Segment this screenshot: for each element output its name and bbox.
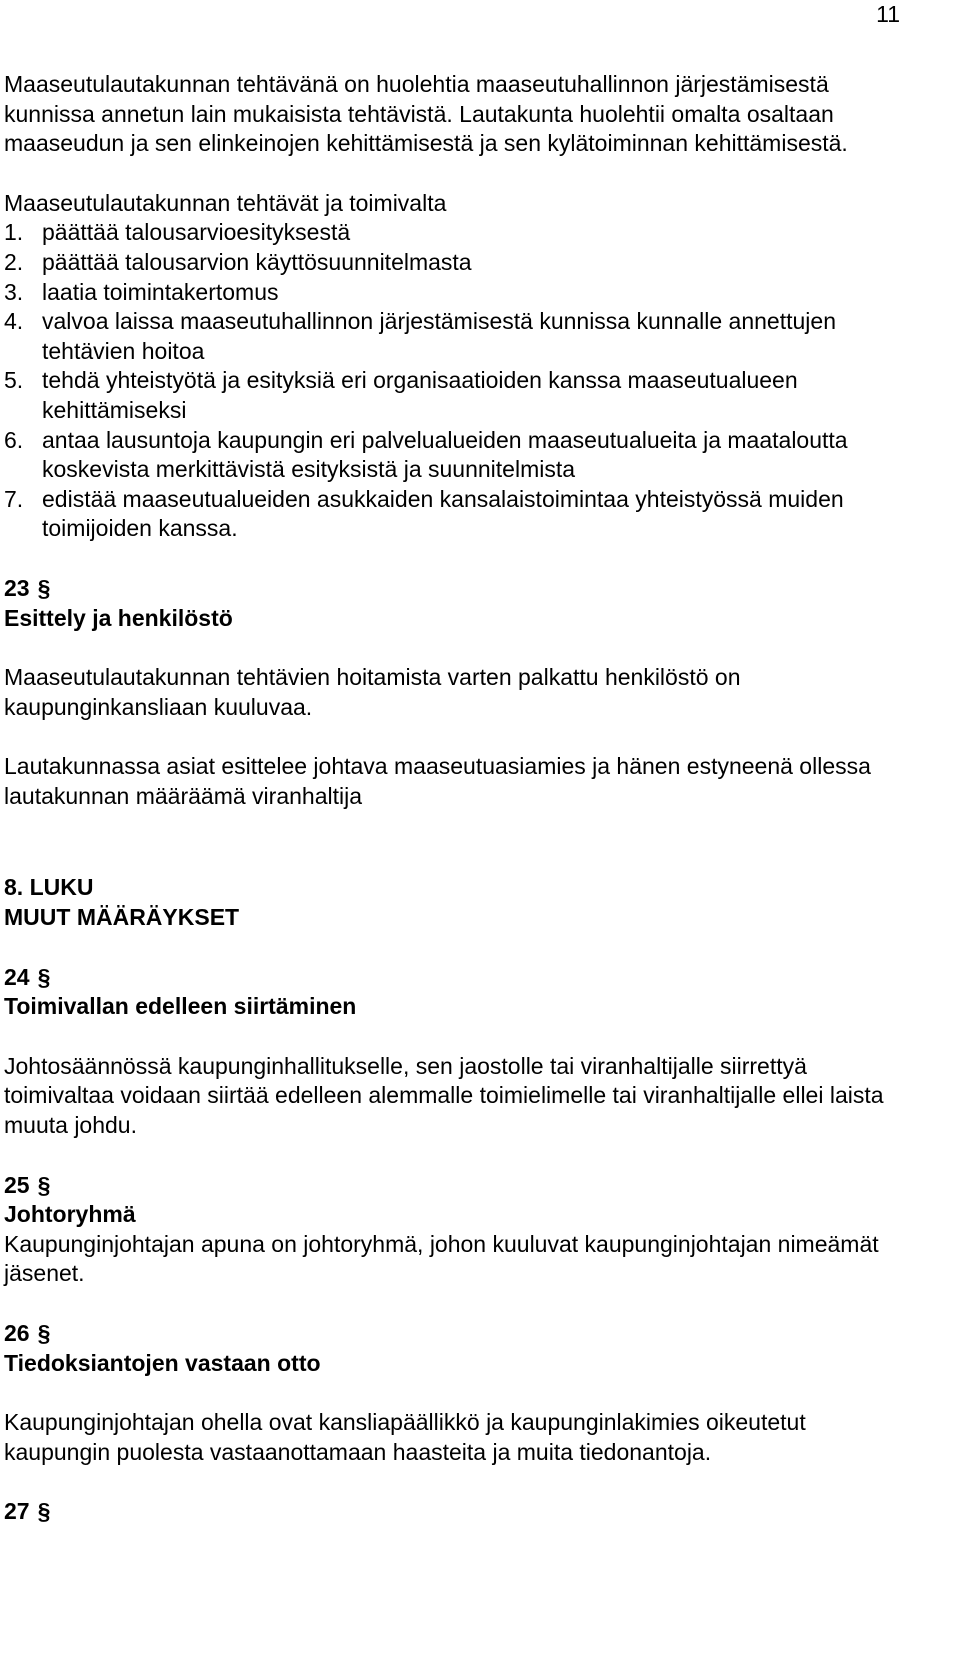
list-item <box>4 485 904 544</box>
list-item <box>4 426 904 485</box>
section-24-number-line <box>4 963 904 993</box>
chapter-number: 8. LUKU <box>4 874 94 901</box>
document-body <box>4 70 904 1527</box>
section-25-number-line <box>4 1171 904 1201</box>
list-item-text: tehdä yhteistyötä ja esityksiä eri organisaatioiden kanssa maaseutualueen kehittämiseksi <box>42 367 798 423</box>
section-25-paragraph-1: Kaupunginjohtajan apuna on johtoryhmä, johon kuuluvat kaupunginjohtajan nimeämät jäsenet. <box>4 1230 879 1287</box>
section-26-number-line <box>4 1319 904 1349</box>
section-sign-icon: § <box>37 1171 51 1198</box>
list-item-number: 5. <box>4 367 24 394</box>
section-sign-icon: § <box>37 963 51 990</box>
duties-list <box>4 218 904 544</box>
section-sign-icon: § <box>37 1498 51 1525</box>
section-24-number: 24 <box>4 963 30 990</box>
list-item <box>4 366 904 425</box>
section-25-title: Johtoryhmä <box>4 1201 136 1228</box>
section-23-title: Esittely ja henkilöstö <box>4 604 233 631</box>
page-number: 11 <box>876 1 900 27</box>
list-item-text: valvoa laissa maaseutuhallinnon järjestämisestä kunnissa kunnalle annettujen tehtävien hoitoa <box>42 308 836 364</box>
section-26-number: 26 <box>4 1320 30 1346</box>
intro-paragraph: Maaseutulautakunnan tehtävänä on huolehtia maaseutuhallinnon järjestämisestä kunnissa annetun lain mukaisista tehtävistä. Lautakunta huolehtii omalta osaltaan maaseudun ja sen elinkeinojen kehittämisestä ja sen kylätoiminnan kehittämisestä. <box>4 71 848 157</box>
list-item <box>4 218 904 248</box>
section-23-number-line <box>4 574 904 604</box>
list-item <box>4 248 904 278</box>
section-26-paragraph-1: Kaupunginjohtajan ohella ovat kansliapäällikkö ja kaupunginlakimies oikeutetut kaupungin puolesta vastaanottamaan haasteita ja muita tiedonantoja. <box>4 1409 806 1465</box>
list-item-text: antaa lausuntoja kaupungin eri palvelualueiden maaseutualueita ja maataloutta koskevista merkittävistä esityksistä ja suunnitelmista <box>42 426 848 483</box>
section-23-number: 23 <box>4 574 30 601</box>
list-item-number: 4. <box>4 308 24 335</box>
list-item-number: 7. <box>4 485 24 512</box>
list-item-text: päättää talousarvioesityksestä <box>42 219 351 246</box>
chapter-title: MUUT MÄÄRÄYKSET <box>4 904 240 931</box>
list-item-text: edistää maaseutualueiden asukkaiden kansalaistoimintaa yhteistyössä muiden toimijoiden kanssa. <box>42 485 844 542</box>
list-item-number: 2. <box>4 248 24 275</box>
section-27-number-line <box>4 1497 904 1527</box>
list-item-text: laatia toimintakertomus <box>42 278 279 305</box>
list-item <box>4 278 904 308</box>
section-24-title: Toimivallan edelleen siirtäminen <box>4 993 357 1020</box>
list-item-number: 6. <box>4 426 24 453</box>
section-23-paragraph-1: Maaseutulautakunnan tehtävien hoitamista varten palkattu henkilöstö on kaupunginkansliaan kuuluvaa. <box>4 664 741 720</box>
section-26-title: Tiedoksiantojen vastaan otto <box>4 1349 321 1376</box>
section-23-paragraph-2: Lautakunnassa asiat esittelee johtava maaseutuasiamies ja hänen estyneenä ollessa lautakunnan määräämä viranhaltija <box>4 753 871 809</box>
duties-title: Maaseutulautakunnan tehtävät ja toimivalta <box>4 189 447 216</box>
list-item-number: 1. <box>4 219 24 246</box>
section-sign-icon: § <box>37 1320 51 1346</box>
section-24-paragraph-1: Johtosäännössä kaupunginhallitukselle, sen jaostolle tai viranhaltijalle siirrettyä toimivaltaa voidaan siirtää edelleen alemmalle toimielimelle tai viranhaltijalle ellei laista muuta johdu. <box>4 1052 884 1139</box>
list-item-text: päättää talousarvion käyttösuunnitelmasta <box>42 248 472 275</box>
section-27-number: 27 <box>4 1498 30 1525</box>
list-item-number: 3. <box>4 278 24 305</box>
list-item <box>4 307 904 366</box>
section-25-number: 25 <box>4 1171 30 1198</box>
section-sign-icon: § <box>37 574 51 601</box>
